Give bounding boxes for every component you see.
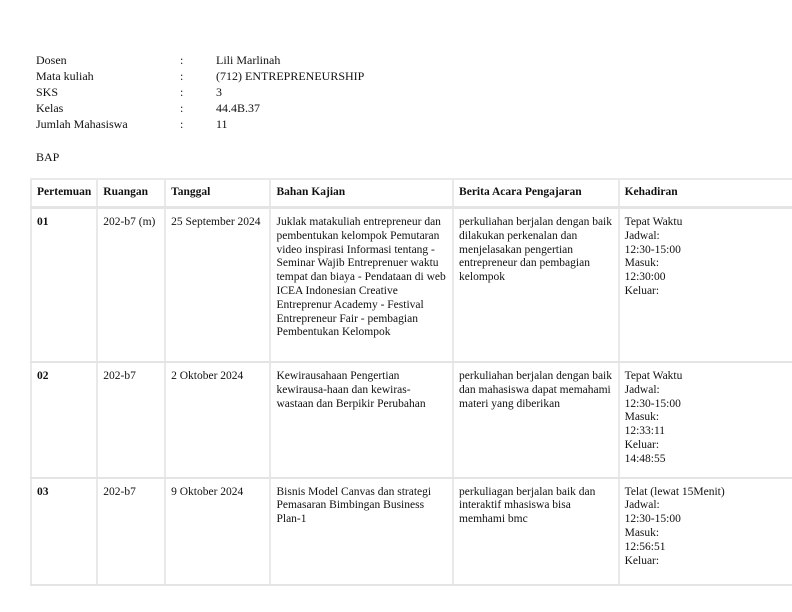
info-row-kelas (36, 101, 456, 117)
info-row-mata-kuliah (36, 69, 456, 85)
info-value: 44.4B.37 (216, 101, 261, 115)
table-row (31, 362, 792, 478)
kehadiran-jadwal-value: 12:30-15:00 (624, 397, 681, 410)
kehadiran-jadwal-label: Jadwal: (624, 499, 660, 512)
kehadiran-jadwal-label: Jadwal: (624, 383, 660, 396)
header-kehadiran: Kehadiran (619, 179, 792, 208)
info-label: Dosen (36, 53, 67, 67)
info-label: Kelas (36, 101, 64, 115)
kehadiran-masuk-label: Masuk: (624, 411, 660, 424)
cell-tanggal: 2 Oktober 2024 (165, 362, 270, 478)
header-ruangan: Ruangan (97, 179, 165, 208)
header-berita-acara: Berita Acara Pengajaran (453, 179, 619, 208)
kehadiran-masuk-label: Masuk: (624, 526, 660, 539)
kehadiran-masuk-value: 12:30:00 (624, 271, 666, 284)
kehadiran-jadwal-value: 12:30-15:00 (624, 243, 681, 256)
cell-kehadiran (619, 208, 792, 363)
info-separator: : (180, 101, 184, 115)
table-row (31, 478, 792, 585)
kehadiran-masuk-value: 12:33:11 (624, 425, 666, 438)
cell-ruangan: 202-b7 (97, 478, 165, 585)
info-label: Mata kuliah (36, 69, 94, 83)
info-label: Jumlah Mahasiswa (36, 117, 128, 131)
info-label: SKS (36, 85, 59, 99)
info-separator: : (180, 85, 184, 99)
kehadiran-keluar-label: Keluar: (624, 554, 660, 567)
cell-bahan-kajian: Bisnis Model Canvas dan strategi Pemasaran Bimbingan Business Plan-1 (270, 478, 453, 585)
header-bahan-kajian: Bahan Kajian (270, 179, 453, 208)
info-value: 3 (216, 85, 222, 99)
info-separator: : (180, 53, 184, 67)
cell-kehadiran (619, 478, 792, 585)
bap-table (30, 178, 792, 586)
cell-bahan-kajian: Juklak matakuliah entrepreneur dan pembentukan kelompok Pemutaran video inspirasi Informasi tentang - Seminar Wajib Entreprenuer waktu tempat dan biaya - Pendataan di web ICEA Indonesian Creative Entreprenur Academy - Festival Entrepreneur Fair - pembagian Pembentukan Kelompok (270, 208, 453, 363)
cell-bahan-kajian: Kewirausahaan Pengertian kewirausa-haan dan kewiras-wastaan dan Berpikir Perubahan (270, 362, 453, 478)
kehadiran-keluar-label: Keluar: (624, 284, 660, 297)
kehadiran-status: Telat (lewat 15Menit) (624, 485, 725, 498)
kehadiran-jadwal-value: 12:30-15:00 (624, 513, 681, 526)
kehadiran-masuk-label: Masuk: (624, 257, 660, 270)
cell-berita-acara: perkuliahan berjalan dengan baik dilakukan perkenalan dan menjelasakan pengertian entrepreneur dan pembagian kelompok (453, 208, 619, 363)
cell-pertemuan: 01 (31, 208, 97, 363)
kehadiran-keluar-value: 14:48:55 (624, 452, 666, 465)
cell-tanggal: 9 Oktober 2024 (165, 478, 270, 585)
kehadiran-keluar-label: Keluar: (624, 438, 660, 451)
cell-ruangan: 202-b7 (m) (97, 208, 165, 363)
cell-kehadiran (619, 362, 792, 478)
cell-pertemuan: 02 (31, 362, 97, 478)
info-value: (712) ENTREPRENEURSHIP (216, 69, 365, 83)
cell-pertemuan: 03 (31, 478, 97, 585)
kehadiran-masuk-value: 12:56:51 (624, 540, 666, 553)
info-value: 11 (216, 117, 228, 131)
cell-ruangan: 202-b7 (97, 362, 165, 478)
kehadiran-jadwal-label: Jadwal: (624, 229, 660, 242)
table-row (31, 208, 792, 363)
table-header-row (31, 179, 792, 208)
cell-berita-acara: perkuliahan berjalan dengan baik dan mahasiswa dapat memahami materi yang diberikan (453, 362, 619, 478)
info-row-jumlah-mahasiswa (36, 117, 456, 133)
cell-tanggal: 25 September 2024 (165, 208, 270, 363)
header-pertemuan: Pertemuan (31, 179, 97, 208)
info-separator: : (180, 117, 184, 131)
info-row-sks (36, 85, 456, 101)
kehadiran-status: Tepat Waktu (624, 370, 683, 382)
info-row-dosen (36, 53, 456, 69)
info-value: Lili Marlinah (216, 53, 281, 67)
cell-berita-acara: perkuliagan berjalan baik dan interaktif mhasiswa bisa memhami bmc (453, 478, 619, 585)
kehadiran-status: Tepat Waktu (624, 216, 683, 228)
course-info (36, 53, 456, 133)
section-title: BAP (36, 150, 60, 164)
header-tanggal: Tanggal (165, 179, 270, 208)
info-separator: : (180, 69, 184, 83)
